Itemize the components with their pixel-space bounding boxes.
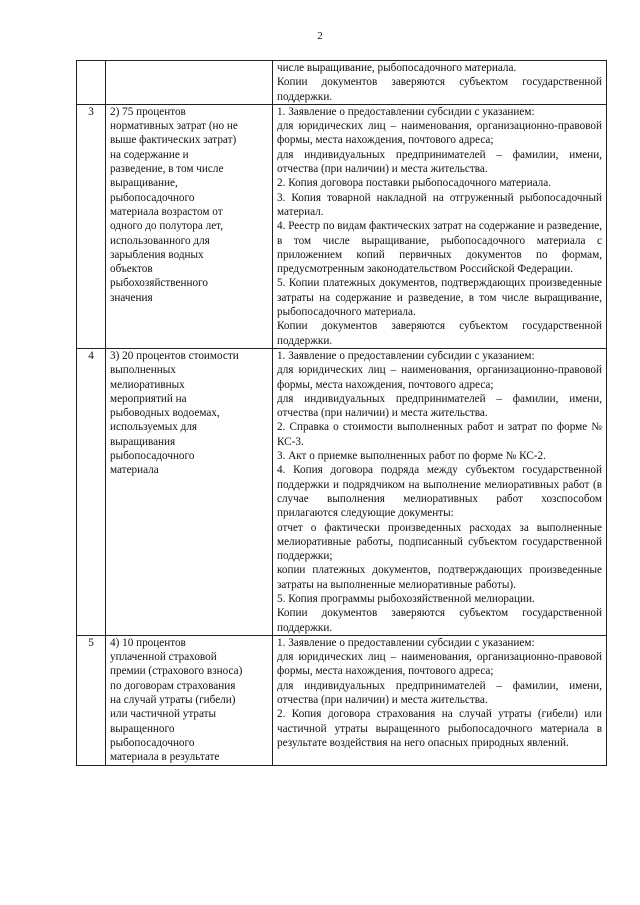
support-measure-cell xyxy=(106,348,273,635)
support-measure-line: мероприятий на xyxy=(110,392,187,405)
row-number: 5 xyxy=(77,635,106,765)
support-measure-line: рыбоводных водоемах, xyxy=(110,407,220,420)
required-documents-cell xyxy=(273,104,607,348)
required-documents-cell xyxy=(273,348,607,635)
document-paragraph: Копии документов заверяются субъектом государственной поддержки. xyxy=(277,607,602,634)
document-paragraph: Копии документов заверяются субъектом государственной поддержки. xyxy=(277,76,602,103)
support-measure-line: материала в результате xyxy=(110,751,220,764)
document-paragraph: 4. Реестр по видам фактических затрат на содержание и разведение, в том числе выращивание, рыбопосадочного материала с приложением копий первичных документов по формам, предусмотренным законодательством Российской Федерации. xyxy=(277,220,602,276)
support-measure-cell xyxy=(106,635,273,765)
support-measure-line: мелиоративных xyxy=(110,378,185,391)
document-paragraph: 1. Заявление о предоставлении субсидии с указанием: xyxy=(277,105,535,118)
row-number: 4 xyxy=(77,348,106,635)
support-measure-line: зарыбления водных xyxy=(110,248,204,261)
table-body xyxy=(77,61,607,766)
support-measure-line: выращивания xyxy=(110,435,176,448)
support-measure-line: или частичной утраты xyxy=(110,708,217,721)
document-paragraph: 2. Копия договора страхования на случай утраты (гибели) или частичной утраты выращенного рыбопосадочного материала в результате воздействия на него опасных природных явлений. xyxy=(277,708,602,749)
support-measure-line: объектов xyxy=(110,263,153,276)
support-measure-line: уплаченной страховой xyxy=(110,651,217,664)
table-row xyxy=(77,635,607,765)
document-paragraph: 1. Заявление о предоставлении субсидии с указанием: xyxy=(277,349,535,362)
support-measure-line: выше фактических затрат) xyxy=(110,134,237,147)
support-measure-line: 4) 10 процентов xyxy=(110,636,186,649)
document-paragraph: для индивидуальных предпринимателей – фамилии, имени, отчества (при наличии) и места жительства. xyxy=(277,679,602,707)
table-row xyxy=(77,104,607,348)
support-measure-line: рыбопосадочного xyxy=(110,450,195,463)
document-paragraph: для индивидуальных предпринимателей – фамилии, имени, отчества (при наличии) и места жительства. xyxy=(277,148,602,176)
support-measure-cell xyxy=(106,104,273,348)
table-row xyxy=(77,61,607,105)
document-paragraph: для индивидуальных предпринимателей – фамилии, имени, отчества (при наличии) и места жительства. xyxy=(277,392,602,420)
document-paragraph: для юридических лиц – наименования, организационно-правовой формы, места нахождения, почтового адреса; xyxy=(277,364,602,391)
support-measure-line: по договорам страхования xyxy=(110,679,236,692)
document-paragraph: 1. Заявление о предоставлении субсидии с указанием: xyxy=(277,636,535,649)
document-paragraph: для юридических лиц – наименования, организационно-правовой формы, места нахождения, почтового адреса; xyxy=(277,120,602,147)
document-paragraph: 4. Копия договора подряда между субъектом государственной поддержки и подрядчиком на выполнение мелиоративных работ (в случае выполнения мелиоративных работ хозспособом прилагаются следующие документы: xyxy=(277,464,602,520)
support-measure-line: выращивание, xyxy=(110,177,178,190)
support-measure-line: материала возрастом от xyxy=(110,205,223,218)
required-documents-cell xyxy=(273,635,607,765)
support-measure-line: рыбохозяйственного xyxy=(110,277,208,290)
row-number: 3 xyxy=(77,104,106,348)
document-paragraph: 2. Справка о стоимости выполненных работ и затрат по форме № КС-3. xyxy=(277,421,602,448)
support-measure-line: 2) 75 процентов xyxy=(110,105,186,118)
document-paragraph: 5. Копия программы рыбохозяйственной мелиорации. xyxy=(277,592,535,605)
page-number: 2 xyxy=(317,30,323,42)
support-measure-line: премии (страхового взноса) xyxy=(110,665,243,678)
support-measure-cell xyxy=(106,61,273,105)
table-row xyxy=(77,348,607,635)
document-paragraph: числе выращивание, рыбопосадочного материала. xyxy=(277,62,517,74)
support-measure-line: использованного для xyxy=(110,234,210,247)
support-measure-line: на случай утраты (гибели) xyxy=(110,694,236,707)
row-number xyxy=(77,61,106,105)
document-paragraph: отчет о фактически произведенных расходах за выполненные мелиоративные работы, подписанный субъектом государственной поддержки; xyxy=(277,521,602,563)
document-paragraph: 5. Копии платежных документов, подтверждающих произведенные затраты на содержание и разведение, в том числе выращивание, рыбопосадочного материала. xyxy=(277,277,602,319)
document-paragraph: для юридических лиц – наименования, организационно-правовой формы, места нахождения, почтового адреса; xyxy=(277,651,602,678)
support-measure-line: значения xyxy=(110,291,153,304)
support-measure-line: нормативных затрат (но не xyxy=(110,120,238,133)
subsidy-documents-table xyxy=(76,60,607,766)
support-measure-line: рыбопосадочного xyxy=(110,191,195,204)
document-paragraph: 3. Акт о приемке выполненных работ по форме № КС-2. xyxy=(277,450,546,463)
support-measure-line: материала xyxy=(110,464,159,477)
support-measure-line: выращенного xyxy=(110,722,175,735)
document-paragraph: 2. Копия договора поставки рыбопосадочного материала. xyxy=(277,177,552,190)
required-documents-cell xyxy=(273,61,607,105)
support-measure-line: выполненных xyxy=(110,364,176,377)
support-measure-line: одного до полутора лет, xyxy=(110,220,224,233)
document-paragraph: 3. Копия товарной накладной на отгруженный рыбопосадочный материал. xyxy=(277,191,602,218)
support-measure-line: рыбопосадочного xyxy=(110,736,195,749)
document-paragraph: Копии документов заверяются субъектом государственной поддержки. xyxy=(277,320,602,347)
support-measure-line: на содержание и xyxy=(110,148,189,161)
support-measure-line: разведение, в том числе xyxy=(110,163,224,176)
document-paragraph: копии платежных документов, подтверждающих произведенные затраты на выполненные мелиоративные работы). xyxy=(277,564,602,591)
support-measure-line: используемых для xyxy=(110,421,198,434)
support-measure-line: 3) 20 процентов стоимости xyxy=(110,349,239,362)
